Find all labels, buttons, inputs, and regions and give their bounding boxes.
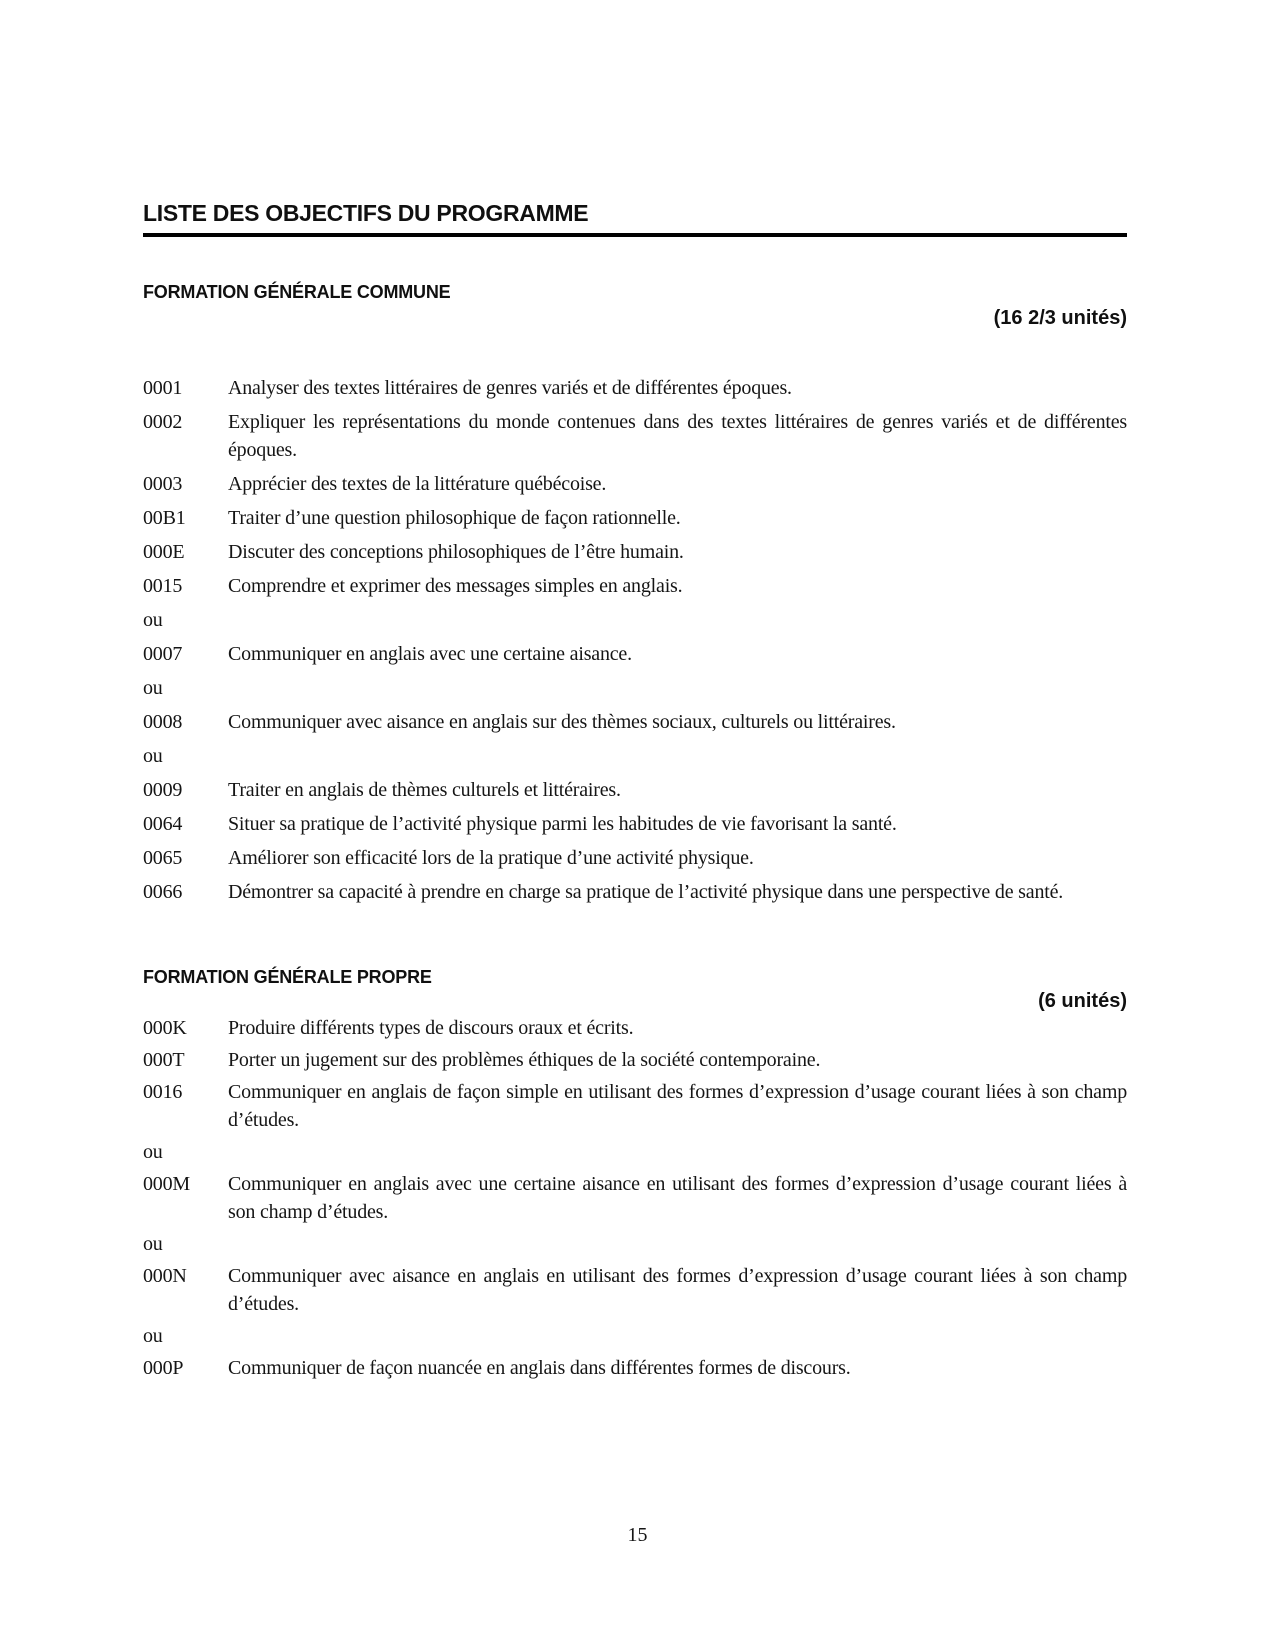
objective-code: 000K — [143, 1017, 187, 1039]
objective-text: Traiter en anglais de thèmes culturels et littéraires. — [228, 779, 621, 801]
objective-row — [143, 538, 1127, 566]
objective-code: 000P — [143, 1357, 184, 1379]
objective-code: 0065 — [143, 847, 183, 869]
objective-text: Expliquer les représentations du monde contenues dans des textes littéraires de genres variés et de différentes époques. — [228, 411, 1127, 461]
objective-code: 000N — [143, 1265, 187, 1287]
objective-text: Communiquer de façon nuancée en anglais dans différentes formes de discours. — [228, 1357, 851, 1379]
objective-code: 0008 — [143, 711, 183, 733]
objective-row — [143, 504, 1127, 532]
objective-code: 0007 — [143, 643, 183, 665]
objective-code: 0003 — [143, 473, 183, 495]
objective-row — [143, 374, 1127, 402]
objective-row — [143, 1078, 1127, 1134]
objective-text: Traiter d’une question philosophique de façon rationnelle. — [228, 507, 681, 529]
objective-row — [143, 1262, 1127, 1318]
objective-code: 0016 — [143, 1081, 183, 1103]
connector-ou-label: ou — [143, 677, 163, 699]
section-units: (16 2/3 unités) — [993, 307, 1127, 329]
objective-code: 0001 — [143, 377, 183, 399]
objective-code: 0066 — [143, 881, 183, 903]
objective-text: Discuter des conceptions philosophiques de l’être humain. — [228, 541, 684, 563]
objective-row — [143, 776, 1127, 804]
section-heading: FORMATION GÉNÉRALE COMMUNE — [143, 282, 451, 302]
objective-row — [143, 640, 1127, 668]
objective-text: Apprécier des textes de la littérature québécoise. — [228, 473, 607, 495]
page-number: 15 — [627, 1524, 648, 1546]
objective-code: 0015 — [143, 575, 183, 597]
section-units: (6 unités) — [1038, 990, 1127, 1012]
connector-ou-label: ou — [143, 1325, 163, 1347]
connector-row — [143, 1322, 1127, 1350]
connector-row — [143, 1230, 1127, 1258]
objective-text: Analyser des textes littéraires de genres variés et de différentes époques. — [228, 377, 792, 399]
objective-text: Communiquer en anglais avec une certaine aisance en utilisant des formes d’expression d’usage courant liées à son champ d’études. — [228, 1173, 1127, 1223]
objective-row — [143, 810, 1127, 838]
objective-code: 000T — [143, 1049, 185, 1071]
connector-row — [143, 742, 1127, 770]
objectives-list — [143, 374, 1127, 906]
objective-code: 00B1 — [143, 507, 186, 529]
objective-code: 000E — [143, 541, 185, 563]
objective-row — [143, 1046, 1127, 1074]
section-formation-generale-propre — [143, 966, 1127, 1382]
objective-row — [143, 844, 1127, 872]
objective-code: 0002 — [143, 411, 183, 433]
objective-row — [143, 470, 1127, 498]
objective-text: Porter un jugement sur des problèmes éthiques de la société contemporaine. — [228, 1049, 821, 1071]
title-rule — [143, 233, 1127, 237]
objective-text: Communiquer en anglais avec une certaine aisance. — [228, 643, 632, 665]
connector-ou-label: ou — [143, 1233, 163, 1255]
objective-text: Produire différents types de discours oraux et écrits. — [228, 1017, 634, 1039]
objective-text: Améliorer son efficacité lors de la pratique d’une activité physique. — [228, 847, 754, 869]
connector-row — [143, 606, 1127, 634]
objective-code: 000M — [143, 1173, 190, 1195]
objective-code: 0064 — [143, 813, 183, 835]
objective-text: Démontrer sa capacité à prendre en charge sa pratique de l’activité physique dans une perspective de santé. — [228, 881, 1064, 903]
objective-row — [143, 878, 1127, 906]
connector-ou-label: ou — [143, 745, 163, 767]
objective-row — [143, 1170, 1127, 1226]
objective-row — [143, 708, 1127, 736]
connector-ou-label: ou — [143, 1141, 163, 1163]
objective-row — [143, 1354, 1127, 1382]
section-formation-generale-commune — [143, 281, 1127, 906]
connector-ou-label: ou — [143, 609, 163, 631]
objective-row — [143, 1014, 1127, 1042]
objectives-list — [143, 1014, 1127, 1382]
objective-row — [143, 572, 1127, 600]
objective-text: Situer sa pratique de l’activité physique parmi les habitudes de vie favorisant la santé. — [228, 813, 897, 835]
objective-text: Comprendre et exprimer des messages simples en anglais. — [228, 575, 683, 597]
objective-code: 0009 — [143, 779, 183, 801]
objective-text: Communiquer en anglais de façon simple en utilisant des formes d’expression d’usage courant liées à son champ d’études. — [228, 1081, 1127, 1131]
objective-text: Communiquer avec aisance en anglais sur des thèmes sociaux, culturels ou littéraires. — [228, 711, 896, 733]
section-heading: FORMATION GÉNÉRALE PROPRE — [143, 967, 432, 987]
objective-row — [143, 408, 1127, 464]
objective-text: Communiquer avec aisance en anglais en utilisant des formes d’expression d’usage courant liées à son champ d’études. — [228, 1265, 1127, 1315]
connector-row — [143, 1138, 1127, 1166]
page-title: LISTE DES OBJECTIFS DU PROGRAMME — [143, 200, 589, 226]
connector-row — [143, 674, 1127, 702]
